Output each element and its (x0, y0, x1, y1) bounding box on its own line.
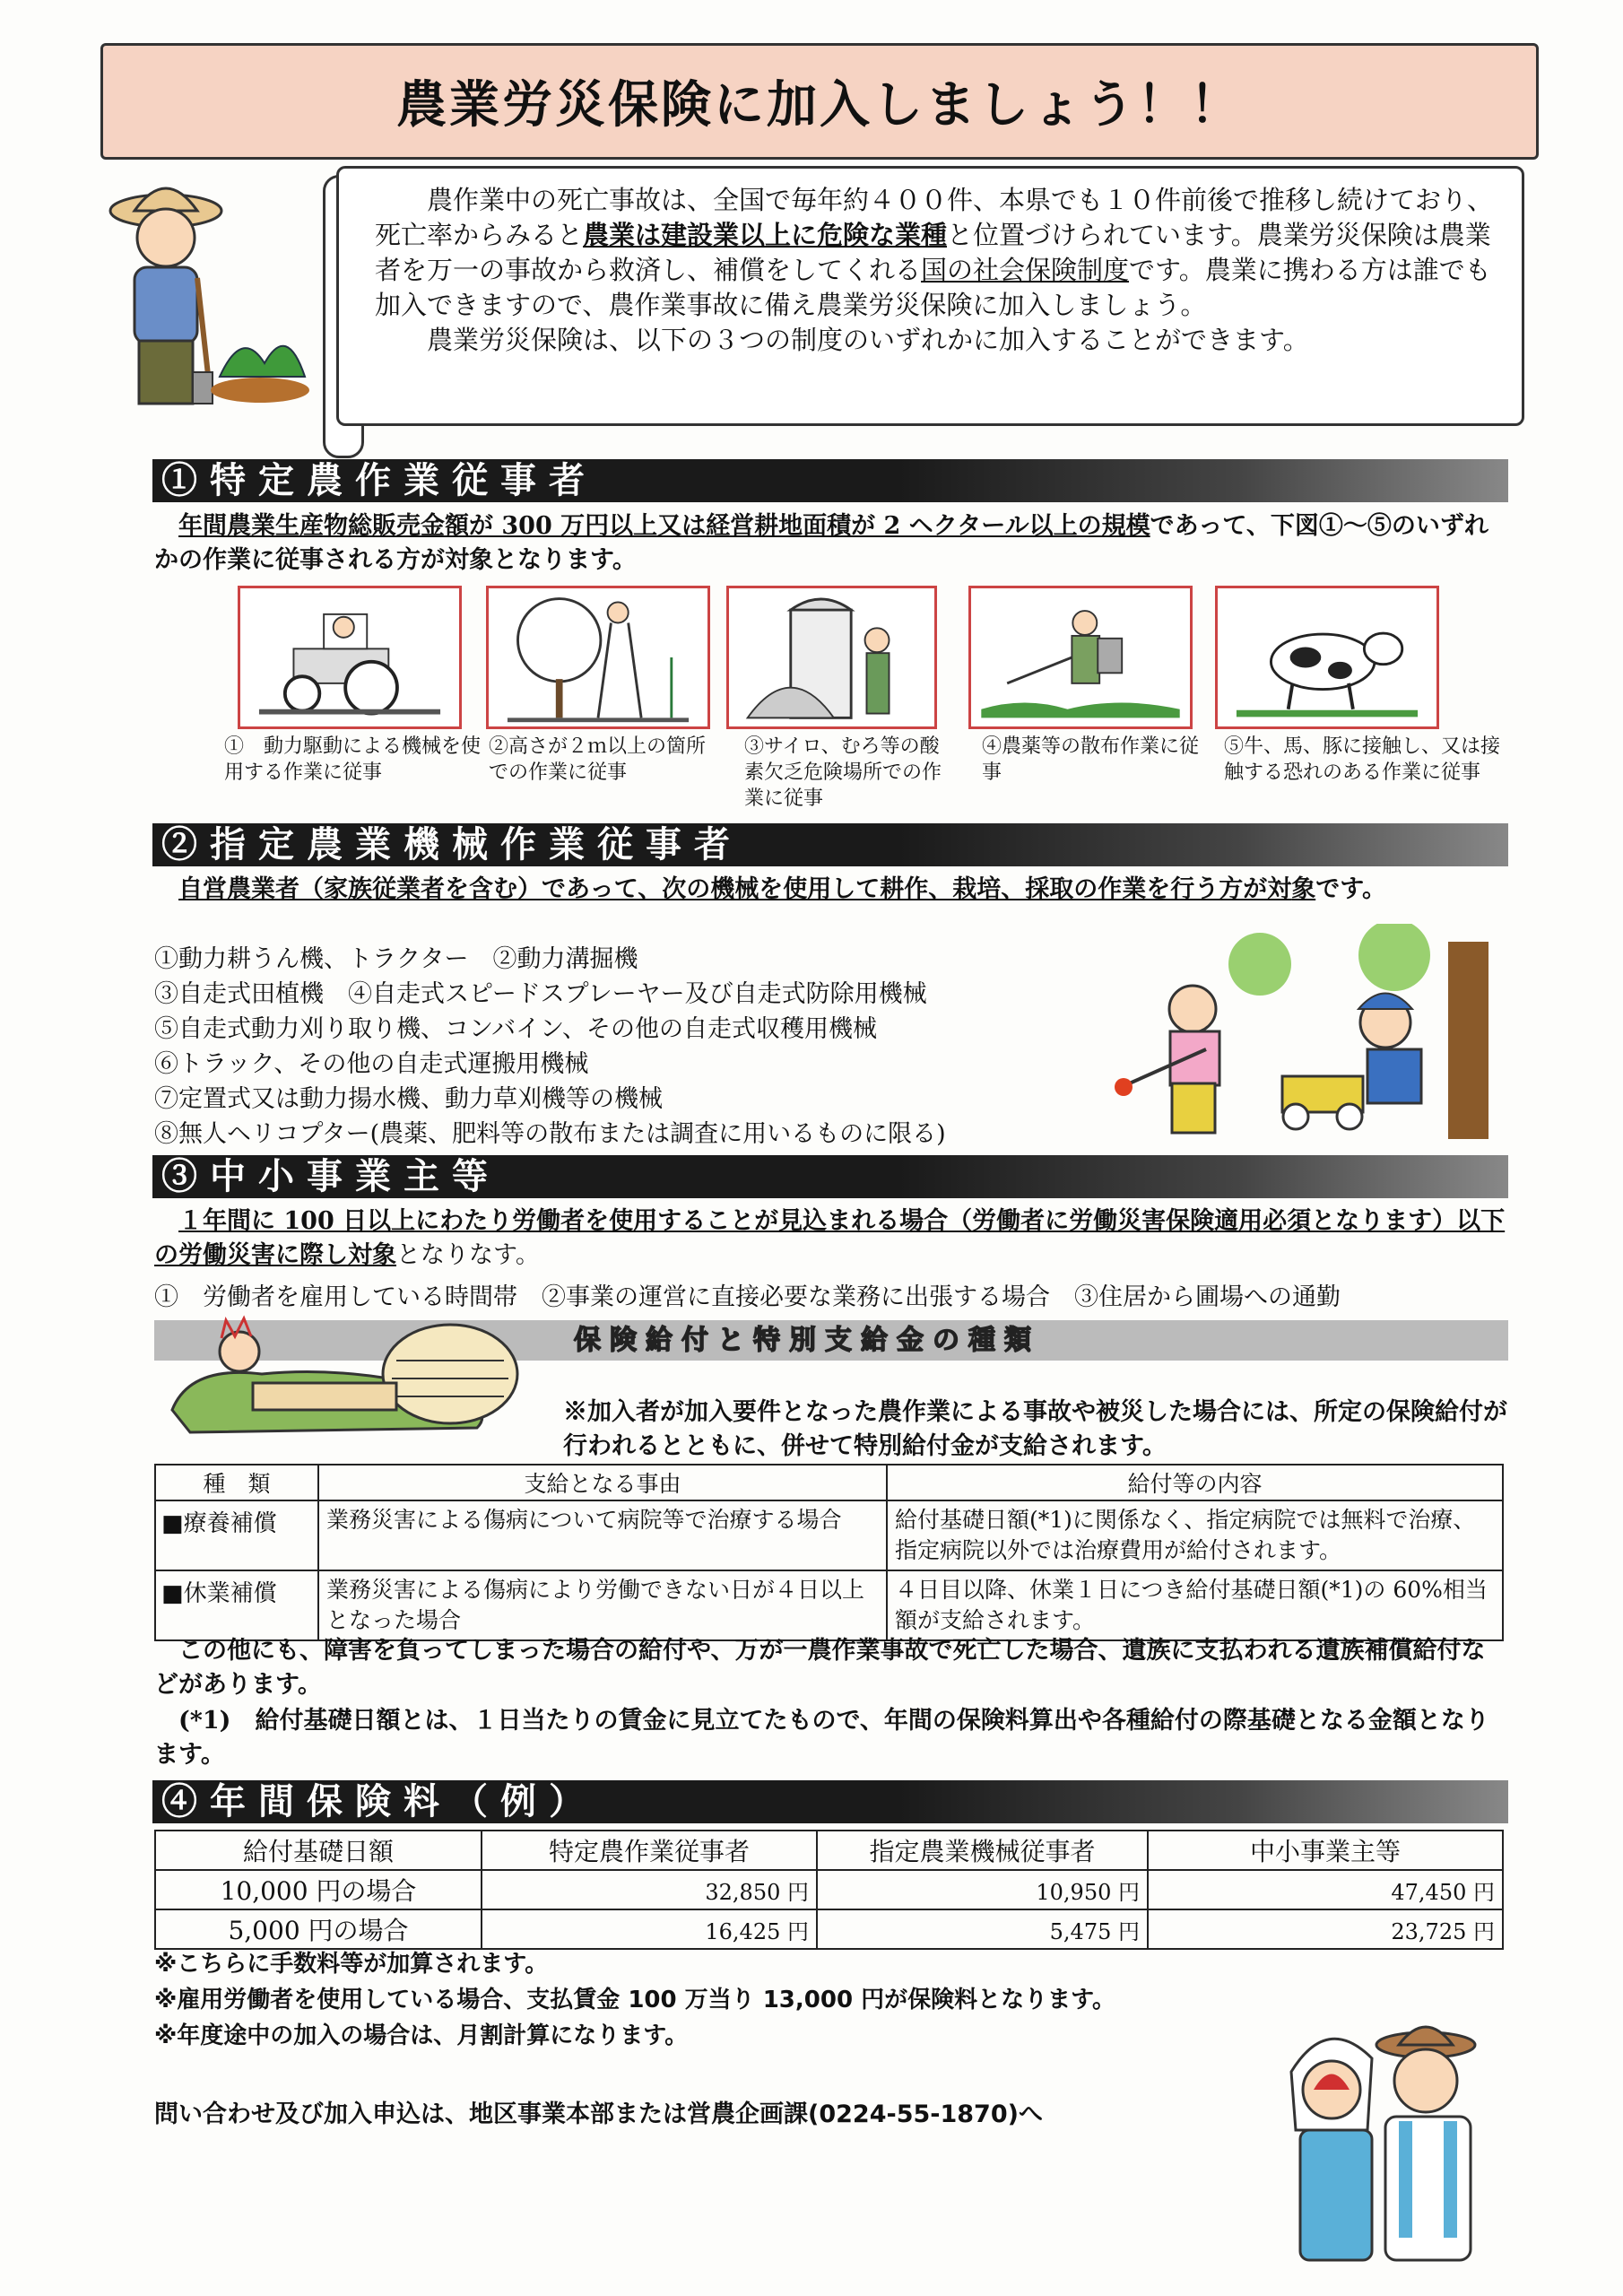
table-cell: 5,000 円の場合 (155, 1909, 482, 1949)
table-cell: ４日目以降、休業１日につき給付基礎日額(*1)の 60%相当額が支給されます。 (887, 1570, 1503, 1640)
cow-illustration (1215, 586, 1439, 729)
table-header-row (155, 1831, 1503, 1870)
section-2-requirement: 自営農業者（家族従業者を含む）であって、次の機械を使用して耕作、栽培、採取の作業を行う方が対象です。 (178, 875, 1387, 903)
contact-info: 問い合わせ及び加入申込は、地区事業本部または営農企画課(0224-55-1870)へ (154, 2100, 1043, 2128)
intro-box (336, 166, 1524, 426)
table-cell: 32,850 円 (482, 1870, 817, 1909)
table-cell: 16,425 円 (482, 1909, 817, 1949)
table-row (155, 1570, 1503, 1640)
table-cell: 業務災害による傷病について病院等で治療する場合 (318, 1500, 887, 1570)
title-banner (100, 43, 1539, 160)
section-1-header: ①特定農作業従事者 (152, 459, 1508, 502)
table-row (155, 1909, 1503, 1949)
injured-person-illustration (154, 1311, 540, 1437)
table-header: 特定農作業従事者 (482, 1831, 817, 1870)
premium-table (154, 1830, 1504, 1950)
section-4-header: ④年間保険料（例） (152, 1780, 1508, 1823)
table-cell: 給付基礎日額(*1)に関係なく、指定病院では無料で治療、指定病院以外では治療費用が給付されます。 (887, 1500, 1503, 1570)
table-cell: 10,950 円 (817, 1870, 1148, 1909)
caption-2: ②高さが２ｍ以上の箇所での作業に従事 (489, 735, 707, 784)
benefit-header: 保険給付と特別支給金の種類 (574, 1325, 1040, 1356)
premium-notes (154, 1946, 1230, 2054)
table-header: 中小事業主等 (1148, 1831, 1503, 1870)
table-header: 種 類 (155, 1465, 318, 1500)
section-1-requirement: 年間農業生産物総販売金額が 300 万円以上又は経営耕地面積が 2 ヘクタール以上の規模であって、下図①～⑤のいずれかの作業に従事される方が対象となります。 (154, 512, 1488, 574)
table-row (155, 1500, 1503, 1570)
table-cell: 業務災害による傷病により労働できない日が４日以上となった場合 (318, 1570, 887, 1640)
section-3-requirement: １年間に 100 日以上にわたり労働者を使用することが見込まれる場合（労働者に労働災害保険適用必須となります）以下の労働災害に際し対象となりなす。 (154, 1207, 1506, 1269)
ladder-tree-illustration (486, 586, 710, 729)
caption-1: ① 動力駆動による機械を使用する作業に従事 (224, 735, 482, 784)
table-cell: ■休業補償 (155, 1570, 318, 1640)
intro-paragraph-2: 農業労災保険は、以下の３つの制度のいずれかに加入することができます。 (427, 325, 1309, 355)
table-cell: 5,475 円 (817, 1909, 1148, 1949)
mower-illustration (1098, 924, 1502, 1144)
intro-paragraph-1: 農作業中の死亡事故は、全国で毎年約４００件、本県でも１０件前後で推移し続けており、死亡率からみると農業は建設業以上に危険な業種と位置づけられています。農業労災保険は農業者を万一の事故から救済し、補償をしてくれる国の社会保険制度です。農業に携わる方は誰でも加入できますので、農作業事故に備え農業労災保険に加入しましょう。 (375, 185, 1494, 320)
table-cell: ■療養補償 (155, 1500, 318, 1570)
caption-5: ⑤牛、馬、豚に接触し、又は接触する恐れのある作業に従事 (1224, 735, 1501, 784)
machine-item: ⑤自走式動力刈り取り機、コンバイン、その他の自走式収穫用機械 (154, 1015, 877, 1043)
benefit-other: この他にも、障害を負ってしまった場合の給付や、万が一農作業事故で死亡した場合、遺族に支払われる遺族補償給付などがあります。 (154, 1637, 1486, 1699)
caption-3: ③サイロ、むろ等の酸素欠乏危険場所での作業に従事 (744, 735, 942, 810)
benefit-footnote: (*1) 給付基礎日額とは、１日当たりの賃金に見立てたもので、年間の保険料算出や各種給付の際基礎となる金額となります。 (154, 1707, 1489, 1769)
farmer-couple-illustration (1273, 2005, 1515, 2265)
caption-4: ④農薬等の散布作業に従事 (982, 735, 1200, 784)
machine-item: ③自走式田植機 ④自走式スピードスプレーヤー及び自走式防除用機械 (154, 980, 927, 1008)
table-row (155, 1870, 1503, 1909)
table-header: 指定農業機械従事者 (817, 1831, 1148, 1870)
page-title: 農業労災保険に加入しましょう！！ (396, 75, 1243, 135)
premium-note: ※雇用労働者を使用している場合、支払賃金 100 万当り 13,000 円が保険料となります。 (154, 1987, 1116, 2013)
spraying-illustration (968, 586, 1193, 729)
silo-illustration (726, 586, 937, 729)
farmer-illustration (94, 170, 309, 413)
table-header: 支給となる事由 (318, 1465, 887, 1500)
tractor-illustration (238, 586, 462, 729)
table-cell: 10,000 円の場合 (155, 1870, 482, 1909)
section-2-machine-list (154, 942, 1141, 1152)
machine-item: ⑦定置式又は動力揚水機、動力草刈機等の機械 (154, 1085, 663, 1113)
table-header-row (155, 1465, 1503, 1500)
table-cell: 23,725 円 (1148, 1909, 1503, 1949)
machine-item: ⑥トラック、その他の自走式運搬用機械 (154, 1050, 589, 1078)
machine-item: ⑧無人ヘリコプター(農薬、肥料等の散布または調査に用いるものに限る) (154, 1120, 946, 1148)
section-3-items: ① 労働者を雇用している時間帯 ②事業の運営に直接必要な業務に出張する場合 ③住居から圃場への通勤 (154, 1283, 1341, 1311)
benefit-note: ※加入者が加入要件となった農作業による事故や被災した場合には、所定の保険給付が行われるとともに、併せて特別給付金が支給されます。 (563, 1398, 1507, 1460)
table-cell: 47,450 円 (1148, 1870, 1503, 1909)
benefit-table (154, 1464, 1504, 1641)
section-3-header: ③中小事業主等 (152, 1155, 1508, 1198)
table-header: 給付基礎日額 (155, 1831, 482, 1870)
section-2-header: ②指定農業機械作業従事者 (152, 823, 1508, 866)
premium-note: ※こちらに手数料等が加算されます。 (154, 1951, 549, 1978)
machine-item: ①動力耕うん機、トラクター ②動力溝掘機 (154, 945, 638, 973)
table-header: 給付等の内容 (887, 1465, 1503, 1500)
premium-note: ※年度途中の加入の場合は、月割計算になります。 (154, 2022, 689, 2049)
